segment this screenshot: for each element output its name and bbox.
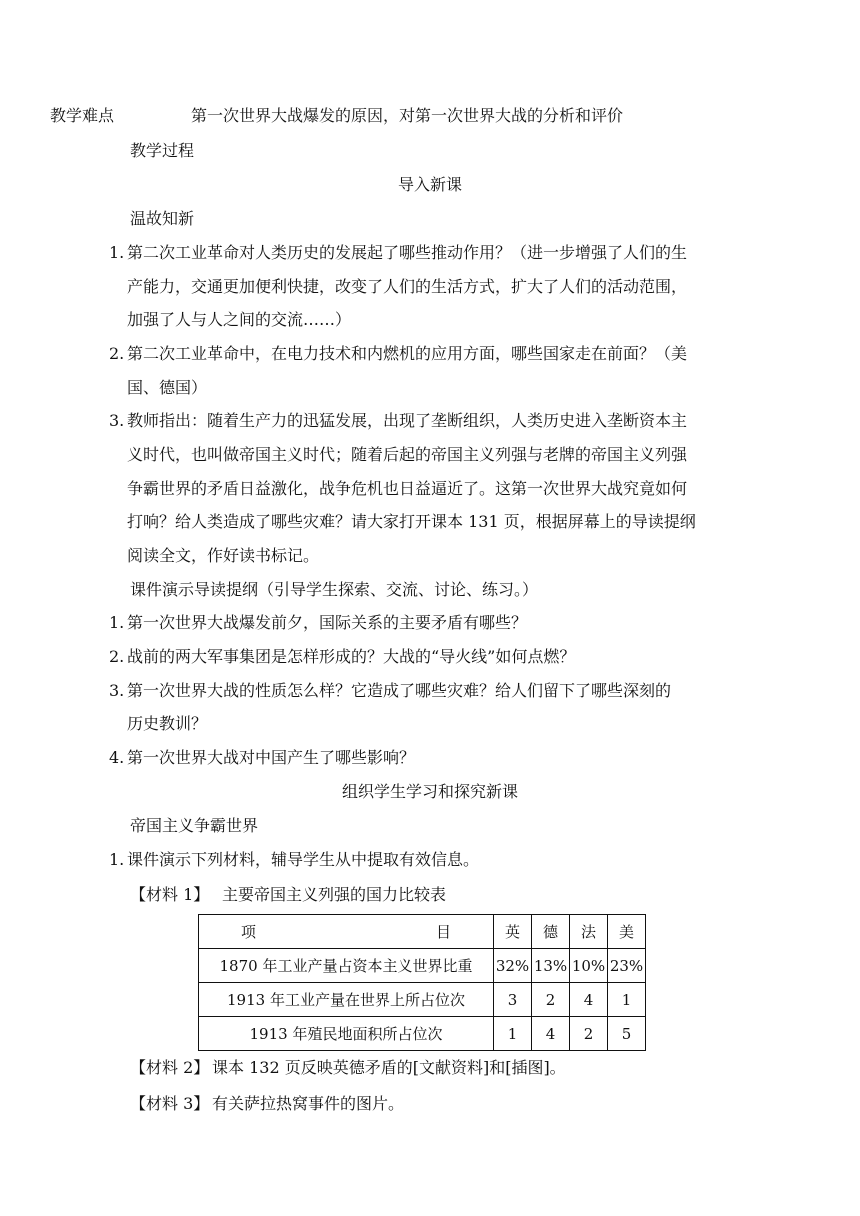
section-heading: 帝国主义争霸世界	[130, 816, 259, 835]
outline-item-1-line-1: 第一次世界大战爆发前夕，国际关系的主要矛盾有哪些？	[127, 613, 528, 632]
new-lesson-heading: 组织学生学习和探究新课	[341, 782, 518, 801]
table-row	[199, 949, 646, 983]
review-item-3-line-3: 争霸世界的矛盾日益激化，战争危机也日益逼近了。这第一次世界大战究竟如何	[127, 479, 688, 498]
review-item-3-line-1: 教师指出：随着生产力的迅猛发展，出现了垄断组织，人类历史进入垄断资本主	[127, 411, 688, 430]
material-3-label: 【材料 3】	[130, 1094, 210, 1113]
table-cell: 23%	[608, 949, 646, 983]
table-header-country: 法	[570, 915, 608, 949]
outline-item-4-number: 4.	[109, 748, 125, 767]
review-item-1-line-2: 产能力，交通更加便利快捷，改变了人们的生活方式，扩大了人们的活动范围，	[127, 277, 688, 296]
table-header-item-right: 目	[435, 923, 451, 941]
material-2-label: 【材料 2】	[130, 1058, 210, 1077]
table-row	[199, 983, 646, 1017]
review-item-3-number: 3.	[109, 411, 125, 430]
table-header-country: 德	[532, 915, 570, 949]
review-item-3-line-5: 阅读全文，作好读书标记。	[127, 546, 320, 565]
outline-item-3-number: 3.	[109, 681, 125, 700]
review-item-3-line-4: 打响？给人类造成了哪些灾难？请大家打开课本 131 页，根据屏幕上的导读提纲	[127, 512, 696, 531]
table-header-item	[199, 915, 494, 949]
outline-heading: 课件演示导读提纲（引导学生探索、交流、讨论、练习。）	[130, 580, 539, 599]
table-cell: 3	[494, 983, 532, 1017]
review-item-2-line-1: 第二次工业革命中，在电力技术和内燃机的应用方面，哪些国家走在前面？（美	[127, 344, 688, 363]
table-header-country: 英	[494, 915, 532, 949]
table-cell: 2	[570, 1017, 608, 1051]
review-item-2-number: 2.	[109, 344, 125, 363]
table-cell: 13%	[532, 949, 570, 983]
review-item-2-line-2: 国、德国）	[127, 378, 208, 397]
material-3-text: 有关萨拉热窝事件的图片。	[212, 1094, 405, 1113]
review-item-3-line-2: 义时代，也叫做帝国主义时代；随着后起的帝国主义列强与老牌的帝国主义列强	[127, 445, 688, 464]
table-cell: 2	[532, 983, 570, 1017]
table-cell: 4	[570, 983, 608, 1017]
outline-item-3-line-1: 第一次世界大战的性质怎么样？它造成了哪些灾难？给人们留下了哪些深刻的	[127, 681, 672, 700]
material-1-text: 主要帝国主义列强的国力比较表	[222, 885, 447, 904]
outline-item-1-number: 1.	[109, 613, 125, 632]
review-heading: 温故知新	[130, 209, 195, 228]
outline-item-2-line-1: 战前的两大军事集团是怎样形成的？大战的“导火线”如何点燃？	[127, 647, 576, 666]
table-header-row	[199, 915, 646, 949]
difficulty-text: 第一次世界大战爆发的原因，对第一次世界大战的分析和评价	[191, 106, 624, 125]
table-row	[199, 1017, 646, 1051]
table-header-country: 美	[608, 915, 646, 949]
table-row-label: 1870 年工业产量占资本主义世界比重	[199, 949, 494, 983]
table-cell: 4	[532, 1017, 570, 1051]
task-text: 课件演示下列材料，辅导学生从中提取有效信息。	[127, 850, 480, 869]
power-comparison-table	[198, 914, 646, 1051]
outline-item-2-number: 2.	[109, 647, 125, 666]
material-2-text: 课本 132 页反映英德矛盾的[文献资料]和[插图]。	[212, 1058, 566, 1077]
table-row-label: 1913 年殖民地面积所占位次	[199, 1017, 494, 1051]
table-cell: 1	[494, 1017, 532, 1051]
outline-item-3-line-2: 历史教训？	[127, 714, 208, 733]
review-item-1-line-1: 第二次工业革命对人类历史的发展起了哪些推动作用？（进一步增强了人们的生	[127, 243, 688, 262]
task-number: 1.	[109, 850, 125, 869]
table-cell: 32%	[494, 949, 532, 983]
difficulty-label: 教学难点	[50, 106, 115, 125]
review-item-1-line-3: 加强了人与人之间的交流……）	[127, 310, 352, 329]
material-1-label: 【材料 1】	[130, 885, 210, 904]
table-row-label: 1913 年工业产量在世界上所占位次	[199, 983, 494, 1017]
table-cell: 10%	[570, 949, 608, 983]
review-item-1-number: 1.	[109, 243, 125, 262]
outline-item-4-line-1: 第一次世界大战对中国产生了哪些影响？	[127, 748, 416, 767]
table-cell: 1	[608, 983, 646, 1017]
table-cell: 5	[608, 1017, 646, 1051]
table-header-item-left: 项	[241, 923, 344, 941]
process-title: 教学过程	[130, 141, 195, 160]
intro-heading: 导入新课	[397, 175, 462, 194]
